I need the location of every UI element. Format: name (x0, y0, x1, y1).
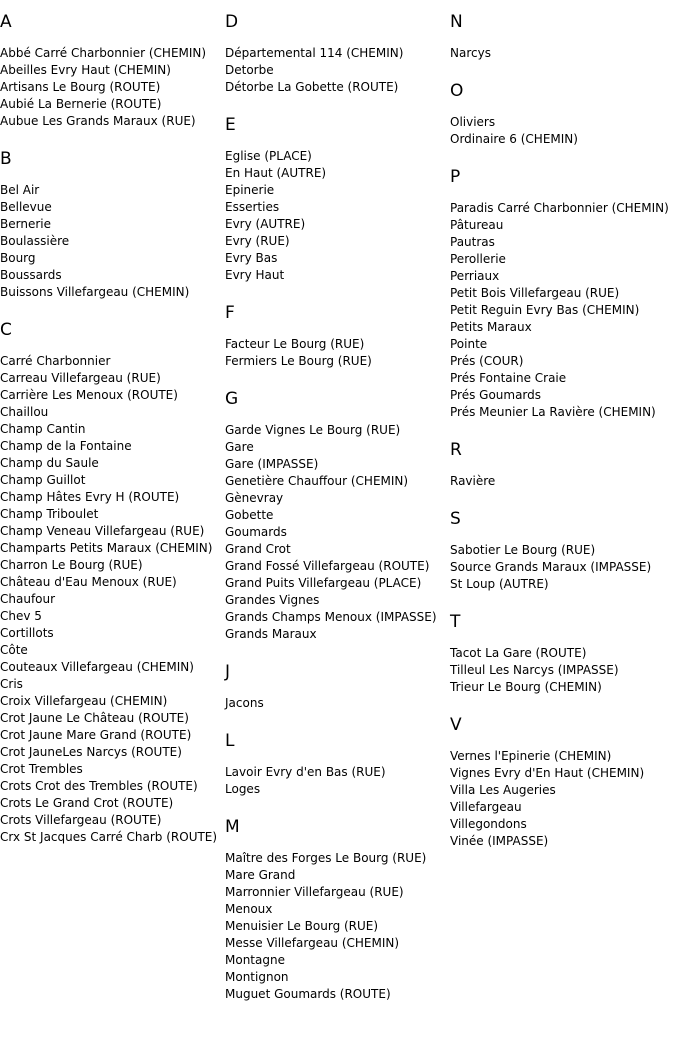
letter-heading: O (450, 81, 464, 101)
street-name: Evry (AUTRE) (225, 217, 306, 231)
street-name: Bellevue (0, 200, 52, 214)
letter-group-r (450, 440, 675, 490)
street-list (450, 542, 675, 593)
street-name: Chev 5 (0, 609, 42, 623)
street-column-1 (0, 12, 222, 865)
street-name: Champ Hâtes Evry H (ROUTE) (0, 490, 180, 504)
street-name: Cortillots (0, 626, 54, 640)
street-name: Fermiers Le Bourg (RUE) (225, 354, 372, 368)
street-name: Boulassière (0, 234, 70, 248)
letter-heading: R (450, 440, 462, 460)
letter-group-l (225, 731, 447, 798)
street-name: Maître des Forges Le Bourg (RUE) (225, 851, 427, 865)
street-name: Eglise (PLACE) (225, 149, 312, 163)
letter-heading: S (450, 509, 461, 529)
letter-group-d (225, 12, 447, 96)
street-name: Prés Meunier La Ravière (CHEMIN) (450, 405, 656, 419)
street-name: Gobette (225, 508, 274, 522)
street-list (450, 473, 675, 490)
street-name: Sabotier Le Bourg (RUE) (450, 543, 596, 557)
street-name: Bernerie (0, 217, 51, 231)
letter-heading: C (0, 320, 12, 340)
street-name: Oliviers (450, 115, 496, 129)
street-name: Champ du Saule (0, 456, 99, 470)
street-name: Grand Puits Villefargeau (PLACE) (225, 576, 422, 590)
street-name: Buissons Villefargeau (CHEMIN) (0, 285, 190, 299)
street-name: Goumards (225, 525, 287, 539)
street-name: Pointe (450, 337, 488, 351)
street-column-3 (450, 12, 675, 869)
letter-group-n (450, 12, 675, 62)
street-list (225, 148, 447, 284)
street-name: Facteur Le Bourg (RUE) (225, 337, 365, 351)
street-name: Crots Crot des Trembles (ROUTE) (0, 779, 198, 793)
street-name: Petits Maraux (450, 320, 532, 334)
street-list (225, 764, 447, 798)
street-name: Grand Crot (225, 542, 291, 556)
letter-group-o (450, 81, 675, 148)
street-list (0, 45, 222, 130)
street-name: Grandes Vignes (225, 593, 320, 607)
street-name: Esserties (225, 200, 280, 214)
street-name: Perollerie (450, 252, 506, 266)
street-name: Ravière (450, 474, 496, 488)
street-list (225, 336, 447, 370)
street-name: Tilleul Les Narcys (IMPASSE) (450, 663, 619, 677)
street-name: Narcys (450, 46, 491, 60)
street-name: Detorbe (225, 63, 274, 77)
street-name: Aubue Les Grands Maraux (RUE) (0, 114, 196, 128)
street-name: Villefargeau (450, 800, 522, 814)
street-name: Boussards (0, 268, 62, 282)
letter-group-s (450, 509, 675, 593)
letter-group-a (0, 12, 222, 130)
letter-heading: V (450, 715, 462, 735)
street-list (0, 182, 222, 301)
street-name: Croix Villefargeau (CHEMIN) (0, 694, 168, 708)
street-name: Vinée (IMPASSE) (450, 834, 549, 848)
street-name: Mare Grand (225, 868, 296, 882)
letter-group-v (450, 715, 675, 850)
street-name: Crot JauneLes Narcys (ROUTE) (0, 745, 182, 759)
street-name: En Haut (AUTRE) (225, 166, 327, 180)
street-name: Lavoir Evry d'en Bas (RUE) (225, 765, 386, 779)
street-name: Evry Haut (225, 268, 285, 282)
letter-group-m (225, 817, 447, 1003)
street-list (225, 850, 447, 1003)
street-name: Genetière Chauffour (CHEMIN) (225, 474, 409, 488)
letter-group-g (225, 389, 447, 643)
street-name: Pautras (450, 235, 495, 249)
letter-heading: M (225, 817, 240, 837)
street-name: Grands Champs Menoux (IMPASSE) (225, 610, 437, 624)
street-name: Prés Goumards (450, 388, 542, 402)
street-name: Prés (COUR) (450, 354, 524, 368)
street-column-2 (225, 12, 447, 1022)
street-name: Carré Charbonnier (0, 354, 111, 368)
street-list (450, 748, 675, 850)
street-list (450, 114, 675, 148)
street-name: Jacons (225, 696, 264, 710)
street-name: Crots Villefargeau (ROUTE) (0, 813, 162, 827)
letter-group-b (0, 149, 222, 301)
letter-heading: T (450, 612, 461, 632)
street-name: Gènevray (225, 491, 284, 505)
letter-group-t (450, 612, 675, 696)
letter-group-e (225, 115, 447, 284)
letter-heading: P (450, 167, 461, 187)
street-name: Menoux (225, 902, 273, 916)
street-name: Champ Triboulet (0, 507, 99, 521)
street-name: St Loup (AUTRE) (450, 577, 549, 591)
street-name: Epinerie (225, 183, 275, 197)
letter-heading: J (225, 662, 231, 682)
street-name: Prés Fontaine Craie (450, 371, 567, 385)
street-name: Chaillou (0, 405, 49, 419)
street-name: Crot Jaune Mare Grand (ROUTE) (0, 728, 192, 742)
street-name: Messe Villefargeau (CHEMIN) (225, 936, 400, 950)
letter-heading: G (225, 389, 239, 409)
letter-group-j (225, 662, 447, 712)
street-name: Ordinaire 6 (CHEMIN) (450, 132, 578, 146)
street-name: Couteaux Villefargeau (CHEMIN) (0, 660, 194, 674)
street-name: Abeilles Evry Haut (CHEMIN) (0, 63, 171, 77)
street-name: Artisans Le Bourg (ROUTE) (0, 80, 161, 94)
street-name: Villegondons (450, 817, 527, 831)
letter-heading: L (225, 731, 235, 751)
street-name: Bel Air (0, 183, 40, 197)
street-name: Vernes l'Epinerie (CHEMIN) (450, 749, 612, 763)
street-name: Tacot La Gare (ROUTE) (450, 646, 587, 660)
letter-heading: E (225, 115, 236, 135)
letter-group-f (225, 303, 447, 370)
street-name: Château d'Eau Menoux (RUE) (0, 575, 177, 589)
street-name: Aubié La Bernerie (ROUTE) (0, 97, 162, 111)
street-name: Perriaux (450, 269, 500, 283)
street-name: Crots Le Grand Crot (ROUTE) (0, 796, 174, 810)
letter-heading: A (0, 12, 12, 32)
street-list (450, 200, 675, 421)
street-name: Champ de la Fontaine (0, 439, 132, 453)
street-name: Départemental 114 (CHEMIN) (225, 46, 404, 60)
street-list (225, 695, 447, 712)
street-name: Montignon (225, 970, 289, 984)
street-name: Evry Bas (225, 251, 278, 265)
street-list (225, 422, 447, 643)
street-name: Chaufour (0, 592, 56, 606)
street-name: Gare (IMPASSE) (225, 457, 319, 471)
letter-group-c (0, 320, 222, 846)
street-list (450, 45, 675, 62)
street-name: Champ Veneau Villefargeau (RUE) (0, 524, 205, 538)
street-name: Côte (0, 643, 28, 657)
letter-group-p (450, 167, 675, 421)
street-name: Paradis Carré Charbonnier (CHEMIN) (450, 201, 669, 215)
street-name: Cris (0, 677, 23, 691)
street-name: Champarts Petits Maraux (CHEMIN) (0, 541, 213, 555)
street-name: Abbé Carré Charbonnier (CHEMIN) (0, 46, 207, 60)
street-name: Champ Cantin (0, 422, 86, 436)
street-name: Pâtureau (450, 218, 504, 232)
street-name: Carreau Villefargeau (RUE) (0, 371, 161, 385)
letter-heading: D (225, 12, 239, 32)
street-list (0, 353, 222, 846)
street-name: Garde Vignes Le Bourg (RUE) (225, 423, 401, 437)
letter-heading: B (0, 149, 12, 169)
street-name: Crot Trembles (0, 762, 83, 776)
street-name: Détorbe La Gobette (ROUTE) (225, 80, 399, 94)
street-list (225, 45, 447, 96)
street-name: Gare (225, 440, 254, 454)
street-name: Montagne (225, 953, 285, 967)
letter-heading: F (225, 303, 235, 323)
street-name: Crot Jaune Le Château (ROUTE) (0, 711, 189, 725)
street-name: Carrière Les Menoux (ROUTE) (0, 388, 178, 402)
street-name: Trieur Le Bourg (CHEMIN) (450, 680, 602, 694)
street-name: Loges (225, 782, 261, 796)
street-name: Vignes Evry d'En Haut (CHEMIN) (450, 766, 645, 780)
street-name: Menuisier Le Bourg (RUE) (225, 919, 379, 933)
street-name: Muguet Goumards (ROUTE) (225, 987, 391, 1001)
street-name: Champ Guillot (0, 473, 86, 487)
street-name: Petit Bois Villefargeau (RUE) (450, 286, 620, 300)
street-name: Crx St Jacques Carré Charb (ROUTE) (0, 830, 218, 844)
street-name: Grands Maraux (225, 627, 317, 641)
street-name: Grand Fossé Villefargeau (ROUTE) (225, 559, 430, 573)
street-name: Charron Le Bourg (RUE) (0, 558, 143, 572)
street-name: Villa Les Augeries (450, 783, 556, 797)
street-list (450, 645, 675, 696)
street-name: Evry (RUE) (225, 234, 290, 248)
street-name: Source Grands Maraux (IMPASSE) (450, 560, 652, 574)
street-name: Bourg (0, 251, 36, 265)
letter-heading: N (450, 12, 463, 32)
street-name: Marronnier Villefargeau (RUE) (225, 885, 404, 899)
street-name: Petit Reguin Evry Bas (CHEMIN) (450, 303, 640, 317)
